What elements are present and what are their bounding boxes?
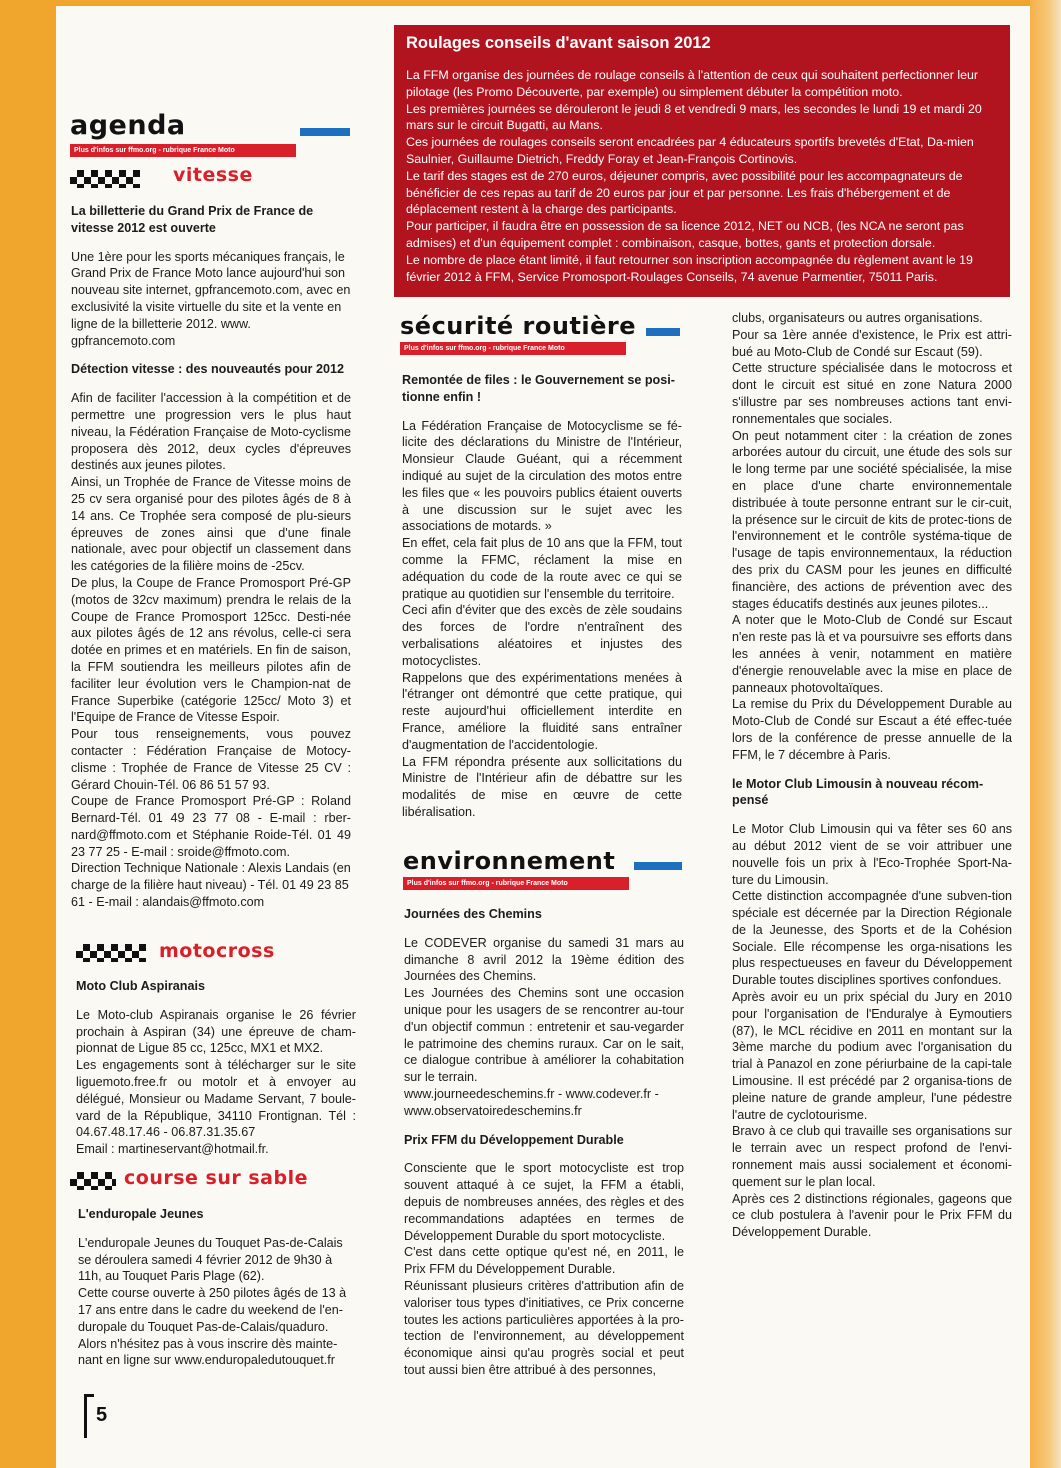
col3-p4: On peut notamment citer : la création de zones arborées autour du circuit, une étude des sols sur le long terme par une société spécialisée, la mise en place d'une charte environnementale distribuée à toute personne entrant sur le cir-cuit, la présence sur le circuit de kits de protec-tions de l'environnement et le contrôle systéma-tique de l'usage de tapis environnementaux, la réduction des prix du CASM pour les jeunes en difficulté financière, des actions de prévention avec des stages éducatifs destinés aux jeunes pilotes... (732, 428, 1012, 611)
environnement-p6: Réunissant plusieurs critères d'attribution afin de valoriser tous types d'initiatives, ce Prix concerne toutes les actions particulières apportées à la pro-tection de l'environnement, au développement économique ainsi qu'au progrès social et peut tout aussi bien être attribué à des personnes, (404, 1278, 684, 1377)
securite-column (402, 372, 682, 821)
vitesse-art2-heading: Détection vitesse : des nouveautés pour 2012 (71, 362, 344, 377)
motocross-p3: Email : martineservant@hotmail.fr. (76, 1142, 269, 1157)
securite-heading: Remontée de files : le Gouvernement se posi-tionne enfin ! (402, 373, 675, 404)
environnement-title: environnement (403, 847, 616, 875)
roulages-p3: Ces journées de roulages conseils seront encadrées par 4 éducateurs sportifs brevetés d'Etat, Da-mien Saulnier, Guillaume Dietrich, Freddy Foray et Jean-François Cortinovis. (406, 135, 974, 166)
motocross-title: motocross (159, 940, 275, 962)
environnement-column (404, 906, 684, 1379)
environnement-source-bar: Plus d'infos sur ffmo.org - rubrique France Moto (403, 877, 629, 890)
environnement-p4: Consciente que le sport motocycliste est trop souvent attaqué à ce sujet, la FFM a établi, depuis de nombreuses années, des règles et des recommandations adaptées en termes de Développement Durable du sport motocycliste. (404, 1161, 684, 1243)
col3-p7: Le Motor Club Limousin qui va fêter ses 60 ans au début 2012 vient de se voir attribuer une nouvelle fois un prix à l'Eco-Trophée Sport-Na-ture du Limousin. (732, 822, 1012, 887)
sable-p3: Alors n'hésitez pas à vous inscrire dès mainte-nant en ligne sur www.enduropaledutouquet.fr (78, 1336, 338, 1368)
vitesse-art2-p1: Afin de faciliter l'accession à la compétition et de permettre une progression vers le plus haut niveau, la Fédération Française de Moto-cyclisme proposera dès 2012, deux cycles d'épreuves destinés aux jeunes pilotes. (71, 391, 351, 473)
checkered-flag-icon (70, 1172, 116, 1190)
roulages-title: Roulages conseils d'avant saison 2012 (406, 34, 711, 52)
vitesse-art2-p4: Pour tous renseignements, vous pouvez contacter : Fédération Française de Motocy-clisme : Trophée de France de Vitesse 25 CV : Gérard Chouin-Tél. 06 86 51 57 93. (71, 727, 351, 792)
environnement-h2: Prix FFM du Développement Durable (404, 1132, 624, 1147)
securite-title: sécurité routière (400, 312, 637, 340)
roulages-p4: Le tarif des stages est de 270 euros, déjeuner compris, avec possibilité pour les accompagnateurs de bénéficier de ces repas au tarif de 20 euros par jour et par personne. Les frais d'hébergement et de déplacement restent à la charge des participants. (406, 168, 963, 217)
checkered-flag-icon (70, 170, 140, 188)
sable-p2: Cette course ouverte à 250 pilotes âgés de 13 à 17 ans entre dans le cadre du weekend de l'en-duropale du Touquet Pas-de-Calais/quaduro. (78, 1286, 347, 1334)
securite-p3: Ceci afin d'éviter que des excès de zèle soudains des forces de l'ordre n'entraînent des verbalisations aléatoires et injustes des motocyclistes. (402, 603, 682, 668)
col3-p1: clubs, organisateurs ou autres organisations. (732, 311, 983, 325)
securite-p5: La FFM répondra présente aux sollicitations du Ministre de l'Intérieur afin de débattre sur les modalités de mise en œuvre de cette libéralisation. (402, 754, 682, 819)
securite-source-bar: Plus d'infos sur ffmo.org - rubrique France Moto (400, 342, 626, 355)
environnement-p5: C'est dans cette optique qu'est né, en 2011, le Prix FFM du Développement Durable. (404, 1245, 684, 1277)
col3-p11: Après ces 2 distinctions régionales, gageons que ce club postulera à l'avenir pour le Prix FFM du Développement Durable. (732, 1191, 1012, 1240)
roulages-p2: Les premières journées se dérouleront le jeudi 8 et vendredi 9 mars, les secondes le lundi 19 et mardi 20 mars sur le circuit Bugatti, au Mans. (406, 101, 982, 133)
vitesse-title: vitesse (173, 164, 253, 186)
motocross-p2: Les engagements sont à télécharger sur le site liguemoto.free.fr ou motolr et à envoyer au délégué, Monsieur ou Madame Servant, 7 boule-vard de la République, 34110 Frontignan. Tél : 04.67.48.17.46 - 06.87.31.35.67 (76, 1058, 356, 1140)
roulages-p6: Le nombre de place étant limité, il faut retourner son inscription accompagnée du règlement avant le 19 février 2012 à FFM, Service Promosport-Roulages Conseils, 74 avenue Parmentier, 75011 Paris. (406, 252, 973, 284)
page-number-bracket (84, 1394, 87, 1438)
agenda-source-bar: Plus d'infos sur ffmo.org - rubrique France Moto (70, 144, 296, 157)
environnement-p1: Le CODEVER organise du samedi 31 mars au dimanche 8 avril 2012 la 19ème édition des Journées des Chemins. (404, 935, 684, 984)
vitesse-art2-p2: Ainsi, un Trophée de France de Vitesse moins de 25 cv sera organisé pour des pilotes âgés de 8 à 14 ans. Ce Trophée sera composé de plu-sieurs épreuves de zones ainsi que d'une finale nationale, avec pour objectif un classement dans les catégories de la filière moins de -25cv. (71, 475, 351, 574)
sable-title: course sur sable (124, 1167, 308, 1189)
vitesse-art2-p3: De plus, la Coupe de France Promosport Pré-GP (motos de 32cv maximum) prendra le relais de la Coupe de France Promosport 125cc. Desti-née aux pilotes âgés de 12 ans révolus, celle-ci sera dotée en primes et en matériels. En fin de saison, la FFM soutiendra les meilleurs pilotes afin de faciliter leur évolution vers le Champion-nat de France Superbike (catégorie 125cc/ Moto 3) et l'Equipe de France de Vitesse Espoir. (71, 575, 351, 725)
agenda-title: agenda (70, 110, 186, 141)
sable-p1: L'enduropale Jeunes du Touquet Pas-de-Calais se déroulera samedi 4 février 2012 de 9h30 à 11h, au Touquet Paris Plage (62). (78, 1235, 343, 1284)
checkered-flag-icon (76, 944, 146, 962)
page-edge (1030, 0, 1061, 1468)
vitesse-art2-p5: Coupe de France Promosport Pré-GP : Roland Bernard-Tél. 01 49 23 77 08 - E-mail : rber-nard@ffmoto.com et Stéphanie Roide-Tél. 01 49 23 77 25 - E-mail : sroide@ffmoto.com. (71, 794, 351, 859)
col3-p9: Après avoir eu un prix spécial du Jury en 2010 pour l'organisation de l'Enduralye à Eymoutiers (87), le MCL récidive en 2011 en montant sur la 3ème marche du podium avec l'organisation du trial à Panazol en zone périurbaine de la capi-tale Limousine. Il est précédé par 2 organisa-tions de pleine nature de grande ampleur, l'une pédestre l'autre de cyclotourisme. (732, 990, 1012, 1122)
environnement-p3: www.journeedeschemins.fr - www.codever.fr - www.observatoiredeschemins.fr (404, 1086, 659, 1118)
roulages-p5: Pour participer, il faudra être en possession de sa licence 2012, NET ou NCB, (les NCA ne seront pas admises) et d'un équipement complet : combinaison, casque, bottes, gants et protection dorsale. (406, 219, 964, 250)
page-number-bracket-top (84, 1394, 94, 1397)
right-column (732, 310, 1012, 1241)
roulages-box (394, 25, 1010, 297)
sable-column (78, 1206, 358, 1369)
page-number: 5 (96, 1404, 108, 1426)
agenda-blue-bar (300, 128, 350, 136)
col3-p8: Cette distinction accompagnée d'une subven-tion spéciale est décernée par la Direction Régionale de la Jeunesse, des Sports et de la Cohésion Sociale. Elle récompense les orga-nisations les plus respectueuses en faveur du Développement Durable toutes disciplines sportives confondues. (732, 889, 1012, 988)
col3-p3: Cette structure spécialisée dans le motocross et dont le circuit est situé en zone Natura 2000 s'illustre par ses nombreuses actions tant envi-ronnementales que sociales. (732, 361, 1012, 426)
environnement-p2: Les Journées des Chemins sont une occasion unique pour les usagers de se rencontrer au-tour d'un objectif commun : entretenir et sau-vegarder le patrimoine des chemins ruraux. Car on le sait, ce dialogue contribue à améliorer la cohabitation sur le terrain. (404, 986, 684, 1085)
securite-p2: En effet, cela fait plus de 10 ans que la FFM, tout comme la FFMC, réclament la mise en adéquation du code de la route avec ce qui se pratique au quotidien sur l'ensemble du territoire. (402, 536, 682, 601)
col3-heading: le Motor Club Limousin à nouveau récom-pensé (732, 776, 984, 808)
securite-p1: La Fédération Française de Motocyclisme se fé-licite des déclarations du Ministre de l'Intérieur, Monsieur Claude Guéant, qui a récemment indiqué au sujet de la circulation des motos entre les files que « les pouvoirs publics étaient ouverts à une discussion sur le sujet avec les associations de motards. » (402, 418, 682, 534)
col3-p6: La remise du Prix du Développement Durable au Moto-Club de Condé sur Escaut a été effec-tuée lors de la conférence de presse annuelle de la FFM, le 7 décembre à Paris. (732, 697, 1012, 762)
roulages-p1: La FFM organise des journées de roulage conseils à l'attention de ceux qui souhaitent perfectionner leur pilotage (les Promo Découverte, par exemple) ou simplement débuter la compétition moto. (406, 68, 978, 99)
motocross-p1: Le Moto-club Aspiranais organise le 26 février prochain à Aspiran (34) une épreuve de cham-pionnat de Ligue 85 cc, 125cc, MX1 et MX2. (76, 1007, 356, 1056)
motocross-heading: Moto Club Aspiranais (76, 979, 205, 993)
vitesse-art1-heading: La billetterie du Grand Prix de France de vitesse 2012 est ouverte (71, 204, 314, 235)
vitesse-art1-body: Une 1ère pour les sports mécaniques français, le Grand Prix de France Moto lance aujourd'hui son nouveau site internet, gpfrancemoto.com, avec en exclusivité la visite virtuelle du site et la vente en ligne de la billetterie 2012. www. gpfrancemoto.com (71, 249, 351, 348)
vitesse-art2-p6: Direction Technique Nationale : Alexis Landais (en charge de la filière haut niveau) - Tél. 01 49 23 85 61 - E-mail : alandais@ffmoto.com (71, 861, 351, 910)
environnement-h1: Journées des Chemins (404, 907, 542, 921)
motocross-column (76, 978, 356, 1158)
col3-p5: A noter que le Moto-Club de Condé sur Escaut n'en reste pas là et va poursuivre ses efforts dans les années à venir, notamment en matière d'énergie renouvelable avec la mise en place de panneaux photovoltaïques. (732, 613, 1012, 695)
col3-p10: Bravo à ce club qui travaille ses organisations sur le terrain avec un respect profond de l'envi-ronnement mais aussi socialement et économi-quement sur le plan local. (732, 1124, 1012, 1189)
environnement-blue-bar (634, 862, 682, 870)
securite-p4: Rappelons que des expérimentations menées à l'étranger ont démontré que cette pratique, qui reste aujourd'hui officiellement interdite en France, améliore la fluidité sans entraîner d'augmentation de l'accidentologie. (402, 670, 682, 752)
col3-p2: Pour sa 1ère année d'existence, le Prix est attri-bué au Moto-Club de Condé sur Escaut (59). (732, 327, 1012, 359)
sable-heading: L'enduropale Jeunes (78, 1207, 204, 1221)
securite-blue-bar (646, 328, 680, 336)
agenda-column (71, 203, 351, 911)
